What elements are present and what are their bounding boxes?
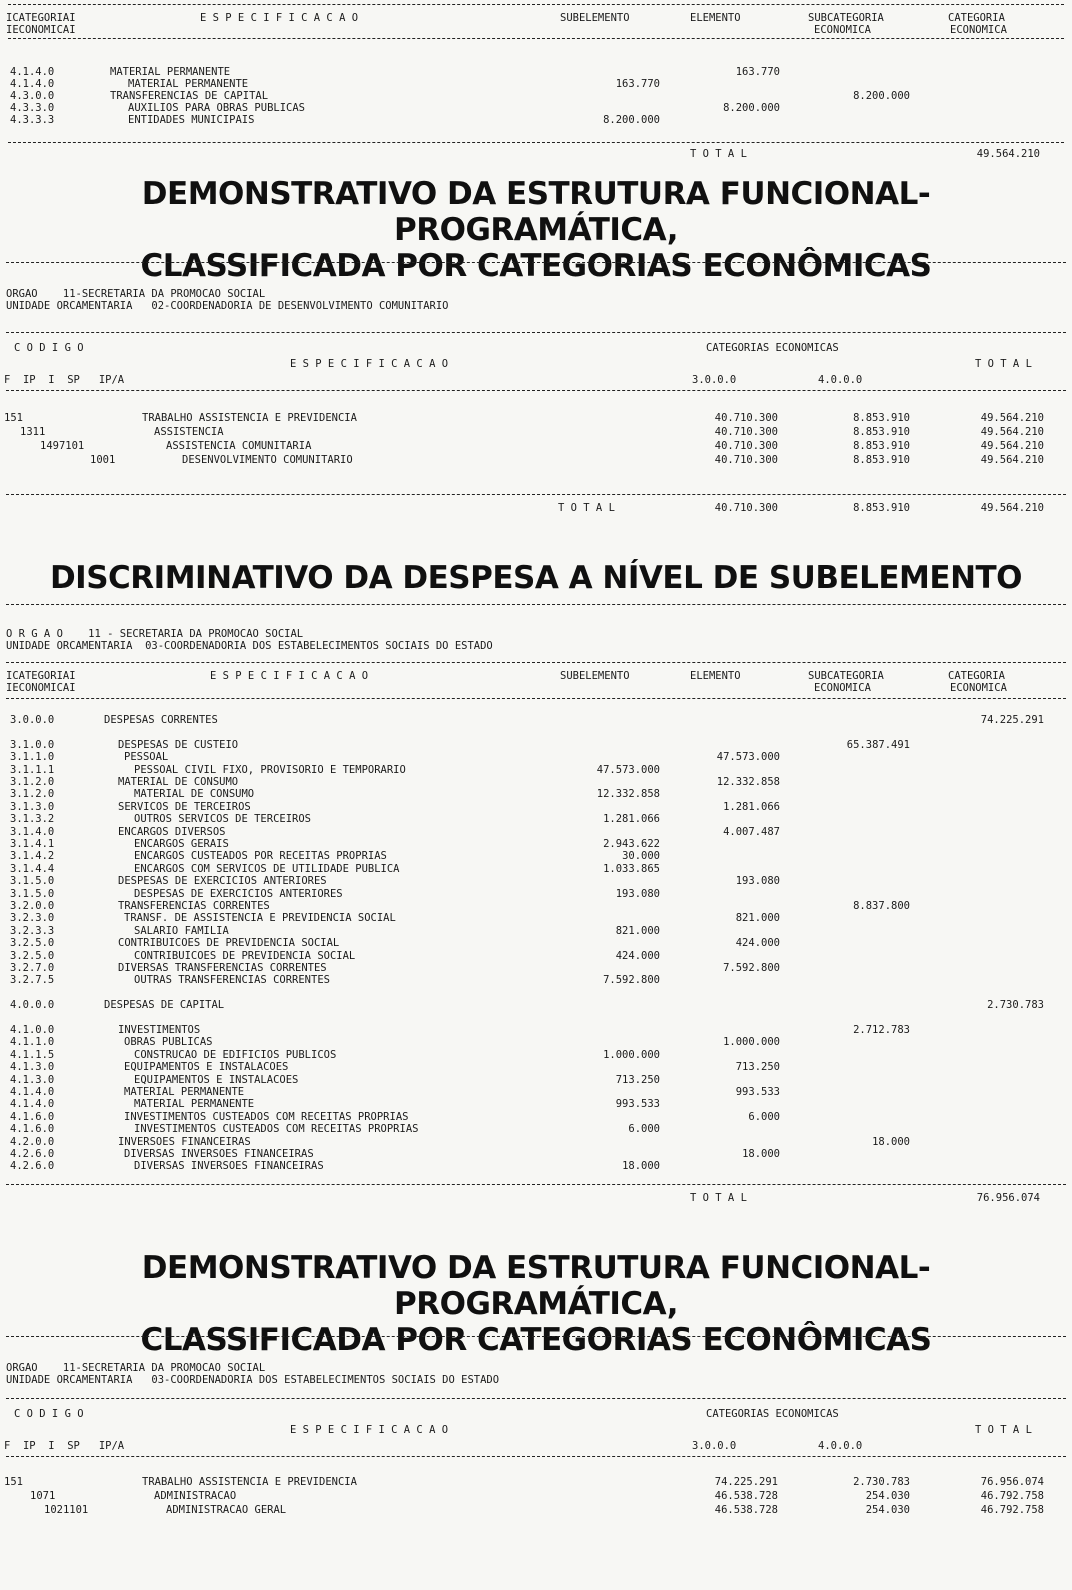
table-row — [0, 776, 1072, 788]
total-value: 49.564.210 — [980, 426, 1044, 438]
table-row — [0, 714, 1072, 726]
table-header-row — [0, 358, 1072, 370]
category-code: 3.1.1.0 — [10, 751, 55, 764]
col-header-subcategory: SUBCATEGORIA — [808, 12, 884, 24]
specification: ENCARGOS GERAIS — [134, 838, 229, 850]
orgao-row — [0, 288, 1072, 300]
specification: ASSISTENCIA — [154, 426, 224, 438]
table-row — [0, 801, 1072, 813]
col-header-codigo: C O D I G O — [14, 342, 84, 354]
category-value: 74.225.291 — [980, 714, 1044, 726]
total-value: 49.564.210 — [980, 454, 1044, 466]
category-code: 4.1.0.0 — [10, 1024, 55, 1036]
total-value: 49.564.210 — [980, 440, 1044, 452]
specification: ENCARGOS CUSTEADOS POR RECEITAS PROPRIAS — [134, 850, 387, 863]
table-row — [0, 1160, 1072, 1172]
table-row — [0, 114, 1072, 126]
category-4000-value: 8.853.910 — [853, 412, 910, 424]
divider — [8, 4, 1064, 5]
total-3000: 40.710.300 — [714, 502, 778, 514]
category-3000-value: 40.710.300 — [714, 412, 778, 424]
specification: OUTRAS TRANSFERENCIAS CORRENTES — [134, 974, 330, 987]
orgao-row — [0, 628, 1072, 640]
table-row — [0, 900, 1072, 912]
category-code: 3.0.0.0 — [10, 714, 55, 726]
category-code: 4.3.3.0 — [10, 102, 55, 114]
table-header-row — [0, 374, 1072, 386]
specification: ASSISTENCIA COMUNITARIA — [166, 440, 312, 452]
table-row — [0, 826, 1072, 838]
category-code: 3.2.3.3 — [10, 924, 55, 937]
specification: DIVERSAS TRANSFERENCIAS CORRENTES — [118, 962, 327, 974]
category-code: 3.2.7.5 — [10, 974, 55, 987]
table-row — [0, 950, 1072, 962]
col-header-codigo-sub: F IP I SP IP/A — [4, 374, 125, 386]
category-code: 3.1.4.4 — [10, 862, 55, 875]
subcategory-value: 18.000 — [872, 1135, 910, 1148]
specification: ENTIDADES MUNICIPAIS — [128, 114, 255, 126]
specification: MATERIAL PERMANENTE — [134, 1098, 255, 1111]
table-row — [0, 1123, 1072, 1135]
subelement-value: 193.080 — [615, 887, 660, 900]
total-label: T O T A L — [690, 1192, 747, 1204]
category-code: 3.1.2.0 — [10, 776, 55, 788]
specification: ENCARGOS DIVERSOS — [118, 825, 226, 838]
col-header-codigo-sub: F IP I SP IP/A — [4, 1440, 125, 1452]
divider — [6, 1398, 1066, 1399]
specification: INVESTIMENTOS CUSTEADOS COM RECEITAS PROPRIAS — [134, 1123, 419, 1136]
table-row — [0, 788, 1072, 800]
divider — [6, 262, 1066, 263]
specification: PESSOAL — [124, 751, 169, 764]
table-row — [0, 925, 1072, 937]
specification: DESENVOLVIMENTO COMUNITARIO — [182, 454, 353, 466]
category-3000-value: 40.710.300 — [714, 426, 778, 438]
program-code: 1497101 — [40, 440, 85, 452]
specification: EQUIPAMENTOS E INSTALACOES — [124, 1061, 289, 1074]
functional-table — [0, 262, 1072, 532]
table-row — [0, 412, 1072, 424]
subelement-value: 993.533 — [615, 1098, 660, 1111]
divider — [6, 390, 1066, 391]
functional-table — [0, 1336, 1072, 1586]
table-header-row — [0, 342, 1072, 354]
program-code: 1021101 — [44, 1504, 89, 1516]
specification: TRABALHO ASSISTENCIA E PREVIDENCIA — [142, 1476, 357, 1488]
element-value: 8.200.000 — [723, 102, 780, 114]
table-row — [0, 751, 1072, 763]
category-code: 3.1.2.0 — [10, 788, 55, 801]
table-header-row — [0, 24, 1072, 36]
category-code: 3.1.0.0 — [10, 738, 55, 751]
divider — [6, 1184, 1066, 1185]
category-code: 4.2.6.0 — [10, 1160, 55, 1173]
table-header-row — [0, 1440, 1072, 1452]
orgao-row — [0, 1362, 1072, 1374]
subcategory-value: 65.387.491 — [846, 738, 910, 751]
table-row — [0, 1148, 1072, 1160]
table-row — [0, 813, 1072, 825]
col-header-3000: 3.0.0.0 — [692, 374, 737, 386]
program-code: 151 — [4, 412, 23, 424]
total-value: 76.956.074 — [976, 1192, 1040, 1204]
total-4000: 8.853.910 — [853, 502, 910, 514]
heading-line: DEMONSTRATIVO DA ESTRUTURA FUNCIONAL-PROGRAMÁTICA, — [141, 1250, 931, 1322]
subelement-value: 424.000 — [615, 949, 660, 962]
heading-line: DISCRIMINATIVO DA DESPESA A NÍVEL DE SUBELEMENTO — [49, 560, 1023, 596]
specification: CONTRIBUICOES DE PREVIDENCIA SOCIAL — [118, 937, 340, 950]
col-header-category: ICATEGORIAI — [6, 12, 76, 24]
orgao-label: O R G A O 11 - SECRETARIA DA PROMOCAO SOCIAL — [6, 628, 304, 640]
total-label: T O T A L — [690, 148, 747, 160]
table-row — [0, 739, 1072, 751]
col-header-specification: E S P E C I F I C A C A O — [290, 358, 449, 370]
total-value: 46.792.758 — [980, 1490, 1044, 1502]
category-3000-value: 40.710.300 — [714, 440, 778, 452]
specification: AUXILIOS PARA OBRAS PUBLICAS — [128, 102, 306, 114]
table-row — [0, 888, 1072, 900]
col-header-category-economic: CATEGORIA — [948, 670, 1005, 682]
col-header-specification: E S P E C I F I C A C A O — [210, 670, 369, 682]
specification: TRANSFERENCIAS DE CAPITAL — [110, 90, 269, 102]
category-code: 4.1.3.0 — [10, 1073, 55, 1086]
program-code: 1311 — [20, 426, 46, 438]
specification: MATERIAL DE CONSUMO — [134, 788, 255, 801]
specification: ADMINISTRACAO GERAL — [166, 1504, 287, 1516]
divider — [6, 494, 1066, 495]
col-header-subcategory: SUBCATEGORIA — [808, 670, 884, 682]
program-code: 151 — [4, 1476, 23, 1488]
total-total: 49.564.210 — [980, 502, 1044, 514]
unidade-label: UNIDADE ORCAMENTARIA 03-COORDENADORIA DOS ESTABELECIMENTOS SOCIAIS DO ESTADO — [6, 640, 493, 652]
table-row — [0, 66, 1072, 78]
subelement-value: 8.200.000 — [603, 114, 660, 126]
subelement-value: 1.033.865 — [603, 862, 660, 875]
specification: OUTROS SERVICOS DE TERCEIROS — [134, 813, 312, 826]
category-3000-value: 46.538.728 — [714, 1490, 778, 1502]
category-code: 3.1.1.1 — [10, 763, 55, 776]
orgao-label: ORGAO 11-SECRETARIA DA PROMOCAO SOCIAL — [6, 288, 266, 300]
specification: DIVERSAS INVERSOES FINANCEIRAS — [134, 1160, 324, 1173]
element-value: 821.000 — [735, 912, 780, 925]
category-code: 4.3.0.0 — [10, 90, 55, 102]
unidade-row — [0, 640, 1072, 652]
element-value: 47.573.000 — [716, 751, 780, 764]
total-value: 76.956.074 — [980, 1476, 1044, 1488]
specification: TRANSFERENCIAS CORRENTES — [118, 900, 270, 912]
category-4000-value: 8.853.910 — [853, 440, 910, 452]
divider — [6, 1336, 1066, 1337]
category-code: 3.2.3.0 — [10, 912, 55, 925]
col-header-3000: 3.0.0.0 — [692, 1440, 737, 1452]
specification: INVESTIMENTOS CUSTEADOS COM RECEITAS PROPRIAS — [124, 1110, 409, 1123]
table-header-row — [0, 682, 1072, 694]
element-value: 7.592.800 — [723, 962, 780, 974]
element-value: 1.000.000 — [723, 1036, 780, 1049]
heading-line: CLASSIFICADA POR CATEGORIAS ECONÔMICAS — [140, 1322, 932, 1358]
category-code: 4.1.6.0 — [10, 1110, 55, 1123]
divider — [8, 38, 1064, 39]
specification: DESPESAS DE CAPITAL — [104, 999, 225, 1012]
table-row — [0, 1086, 1072, 1098]
category-code: 3.1.3.0 — [10, 800, 55, 813]
table-row — [0, 962, 1072, 974]
element-value: 6.000 — [748, 1110, 780, 1123]
element-value: 1.281.066 — [723, 800, 780, 813]
category-code: 4.1.4.0 — [10, 66, 55, 78]
unidade-label: UNIDADE ORCAMENTARIA 02-COORDENADORIA DE DESENVOLVIMENTO COMUNITARIO — [6, 300, 449, 312]
table-row — [0, 1061, 1072, 1073]
table-row — [0, 987, 1072, 999]
category-3000-value: 46.538.728 — [714, 1504, 778, 1516]
subelement-value: 6.000 — [628, 1123, 660, 1136]
unidade-row — [0, 1374, 1072, 1386]
category-code: 4.1.3.0 — [10, 1061, 55, 1074]
specification: DIVERSAS INVERSOES FINANCEIRAS — [124, 1148, 314, 1160]
specification: TRANSF. DE ASSISTENCIA E PREVIDENCIA SOCIAL — [124, 912, 396, 925]
category-code: 3.1.3.2 — [10, 813, 55, 826]
specification: CONSTRUCAO DE EDIFICIOS PUBLICOS — [134, 1048, 337, 1061]
specification: PESSOAL CIVIL FIXO, PROVISORIO E TEMPORARIO — [134, 763, 406, 776]
divider — [6, 1456, 1066, 1457]
specification: MATERIAL DE CONSUMO — [118, 776, 239, 788]
element-value: 163.770 — [735, 66, 780, 78]
col-header-element: ELEMENTO — [690, 12, 741, 24]
orgao-label: ORGAO 11-SECRETARIA DA PROMOCAO SOCIAL — [6, 1362, 266, 1374]
table-row — [0, 974, 1072, 986]
specification: DESPESAS DE CUSTEIO — [118, 738, 239, 751]
element-value: 424.000 — [735, 937, 780, 950]
subelement-value: 2.943.622 — [603, 838, 660, 850]
specification: TRABALHO ASSISTENCIA E PREVIDENCIA — [142, 412, 357, 424]
heading-line: CLASSIFICADA POR CATEGORIAS ECONÔMICAS — [140, 248, 932, 284]
category-code: 4.0.0.0 — [10, 999, 55, 1012]
col-header-element: ELEMENTO — [690, 670, 741, 682]
col-header-total: T O T A L — [975, 358, 1032, 370]
col-header-category-economic-2: ECONOMICA — [950, 682, 1007, 694]
specification: ADMINISTRACAO — [154, 1490, 237, 1502]
table-row — [0, 1111, 1072, 1123]
category-code: 4.1.4.0 — [10, 1098, 55, 1111]
table-row — [0, 912, 1072, 924]
subelement-value: 12.332.858 — [596, 788, 660, 801]
subelement-value: 30.000 — [622, 850, 660, 863]
table-row — [0, 1036, 1072, 1048]
divider — [6, 332, 1066, 333]
table-row — [0, 454, 1072, 466]
category-code: 4.1.4.0 — [10, 1086, 55, 1098]
category-code: 3.1.5.0 — [10, 875, 55, 888]
table-row — [0, 838, 1072, 850]
specification: INVERSOES FINANCEIRAS — [118, 1135, 251, 1148]
element-value: 12.332.858 — [716, 776, 780, 788]
subelement-value: 47.573.000 — [596, 763, 660, 776]
subelement-value: 821.000 — [615, 924, 660, 937]
table-row — [0, 1504, 1072, 1516]
subelement-value: 18.000 — [622, 1160, 660, 1173]
subelement-value: 7.592.800 — [603, 974, 660, 987]
heading-line: DEMONSTRATIVO DA ESTRUTURA FUNCIONAL-PROGRAMÁTICA, — [141, 176, 931, 248]
subcategory-value: 2.712.783 — [853, 1024, 910, 1036]
category-3000-value: 74.225.291 — [714, 1476, 778, 1488]
specification: ENCARGOS COM SERVICOS DE UTILIDADE PUBLICA — [134, 862, 400, 875]
category-code: 3.1.4.1 — [10, 838, 55, 850]
program-code: 1071 — [30, 1490, 56, 1502]
col-header-category-economic: CATEGORIA — [948, 12, 1005, 24]
total-value: 49.564.210 — [980, 412, 1044, 424]
specification: EQUIPAMENTOS E INSTALACOES — [134, 1073, 299, 1086]
divider — [6, 662, 1066, 663]
col-header-subelement: SUBELEMENTO — [560, 12, 630, 24]
subelement-value: 1.281.066 — [603, 813, 660, 826]
category-code: 3.1.4.2 — [10, 850, 55, 863]
unidade-row — [0, 300, 1072, 312]
col-header-total: T O T A L — [975, 1424, 1032, 1436]
category-4000-value: 8.853.910 — [853, 426, 910, 438]
category-code: 3.2.5.0 — [10, 949, 55, 962]
category-4000-value: 2.730.783 — [853, 1476, 910, 1488]
category-code: 3.2.5.0 — [10, 937, 55, 950]
table-row — [0, 1049, 1072, 1061]
table-row — [0, 726, 1072, 738]
top-table — [0, 4, 1072, 160]
col-header-categories: CATEGORIAS ECONOMICAS — [706, 342, 839, 354]
col-header-subelement: SUBELEMENTO — [560, 670, 630, 682]
divider — [6, 604, 1066, 605]
col-header-economic: IECONOMICAI — [6, 682, 76, 694]
table-row — [0, 1074, 1072, 1086]
col-header-category: ICATEGORIAI — [6, 670, 76, 682]
category-code: 3.2.0.0 — [10, 900, 55, 912]
total-label: T O T A L — [558, 502, 615, 514]
element-value: 193.080 — [735, 875, 780, 888]
category-4000-value: 254.030 — [865, 1490, 910, 1502]
category-4000-value: 8.853.910 — [853, 454, 910, 466]
category-4000-value: 254.030 — [865, 1504, 910, 1516]
col-header-4000: 4.0.0.0 — [818, 1440, 863, 1452]
table-row — [0, 1012, 1072, 1024]
col-header-categories: CATEGORIAS ECONOMICAS — [706, 1408, 839, 1420]
specification: DESPESAS DE EXERCICIOS ANTERIORES — [118, 875, 327, 888]
col-header-codigo: C O D I G O — [14, 1408, 84, 1420]
program-code: 1001 — [90, 454, 116, 466]
total-row — [0, 1192, 1072, 1204]
table-row — [0, 863, 1072, 875]
category-code: 3.1.4.0 — [10, 825, 55, 838]
table-row — [0, 78, 1072, 90]
table-row — [0, 440, 1072, 452]
table-row — [0, 937, 1072, 949]
table-row — [0, 426, 1072, 438]
category-code: 4.1.1.0 — [10, 1036, 55, 1049]
category-code: 4.1.6.0 — [10, 1123, 55, 1136]
divider — [8, 142, 1064, 143]
table-header-row — [0, 12, 1072, 24]
col-header-economic: IECONOMICAI — [6, 24, 76, 36]
specification: CONTRIBUICOES DE PREVIDENCIA SOCIAL — [134, 949, 356, 962]
section-heading — [0, 560, 1072, 596]
category-3000-value: 40.710.300 — [714, 454, 778, 466]
table-row — [0, 999, 1072, 1011]
specification: DESPESAS CORRENTES — [104, 714, 218, 726]
category-value: 2.730.783 — [987, 999, 1044, 1012]
table-row — [0, 764, 1072, 776]
col-header-specification: E S P E C I F I C A C A O — [290, 1424, 449, 1436]
total-value: 46.792.758 — [980, 1504, 1044, 1516]
element-value: 713.250 — [735, 1061, 780, 1074]
category-code: 4.2.0.0 — [10, 1135, 55, 1148]
element-value: 993.533 — [735, 1086, 780, 1098]
category-code: 4.1.4.0 — [10, 78, 55, 90]
col-header-subcategory-economic: ECONOMICA — [814, 682, 871, 694]
category-code: 3.1.5.0 — [10, 887, 55, 900]
category-code: 3.2.7.0 — [10, 962, 55, 974]
subelement-value: 713.250 — [615, 1073, 660, 1086]
category-code: 4.2.6.0 — [10, 1148, 55, 1160]
specification: SERVICOS DE TERCEIROS — [118, 800, 251, 813]
col-header-4000: 4.0.0.0 — [818, 374, 863, 386]
col-header-subcategory-economic: ECONOMICA — [814, 24, 871, 36]
table-row — [0, 850, 1072, 862]
table-header-row — [0, 1408, 1072, 1420]
table-row — [0, 875, 1072, 887]
divider — [6, 698, 1066, 699]
subelement-table — [0, 604, 1072, 1214]
table-row — [0, 90, 1072, 102]
specification: MATERIAL PERMANENTE — [128, 78, 249, 90]
category-code: 4.3.3.3 — [10, 114, 55, 126]
unidade-label: UNIDADE ORCAMENTARIA 03-COORDENADORIA DOS ESTABELECIMENTOS SOCIAIS DO ESTADO — [6, 1374, 500, 1386]
total-value: 49.564.210 — [976, 148, 1040, 160]
subcategory-value: 8.837.800 — [853, 900, 910, 912]
table-row — [0, 1476, 1072, 1488]
table-header-row — [0, 670, 1072, 682]
table-row — [0, 1098, 1072, 1110]
category-code: 4.1.1.5 — [10, 1048, 55, 1061]
table-row — [0, 102, 1072, 114]
total-row — [0, 148, 1072, 160]
total-row — [0, 502, 1072, 514]
col-header-category-economic-2: ECONOMICA — [950, 24, 1007, 36]
specification: MATERIAL PERMANENTE — [110, 66, 231, 78]
specification: INVESTIMENTOS — [118, 1024, 201, 1036]
col-header-specification: E S P E C I F I C A C A O — [200, 12, 359, 24]
subcategory-value: 8.200.000 — [853, 90, 910, 102]
table-row — [0, 1136, 1072, 1148]
table-row — [0, 1024, 1072, 1036]
element-value: 18.000 — [742, 1148, 780, 1160]
subelement-value: 1.000.000 — [603, 1048, 660, 1061]
specification: DESPESAS DE EXERCICIOS ANTERIORES — [134, 887, 343, 900]
specification: SALARIO FAMILIA — [134, 924, 229, 937]
specification: MATERIAL PERMANENTE — [124, 1086, 245, 1098]
element-value: 4.007.487 — [723, 825, 780, 838]
specification: OBRAS PUBLICAS — [124, 1036, 213, 1049]
subelement-value: 163.770 — [615, 78, 660, 90]
table-header-row — [0, 1424, 1072, 1436]
table-row — [0, 1490, 1072, 1502]
